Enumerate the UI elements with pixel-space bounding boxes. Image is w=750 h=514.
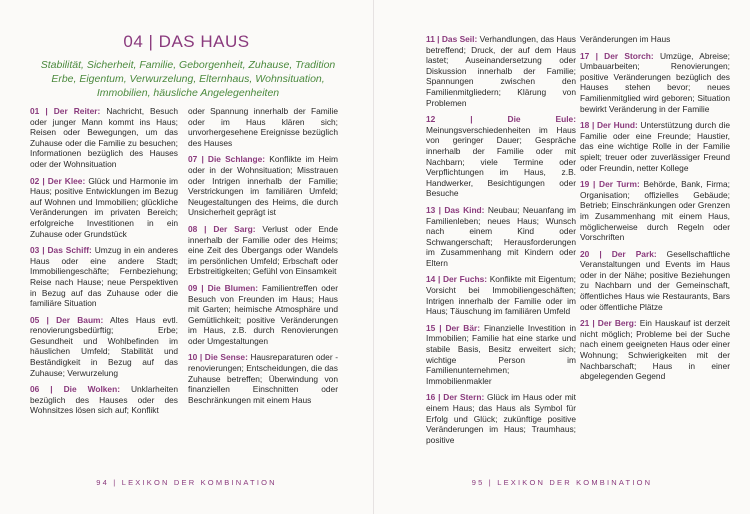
entry: 20 | Der Park: Gesellschaftliche Veranstaltungen und Events im Haus oder in der Nähe; positive Beziehungen zu Nachbarn und der Gemeinschaft, öffentliches Haus wie Restaurants, Bars oder öffentliche Plätze xyxy=(580,248,730,312)
entry: 01 | Der Reiter: Nachricht, Besuch oder junger Mann kommt ins Haus; Reisen oder Bewegungen, um das Zuhause oder die Familie zu besuchen; Informationen bezüglich des Hauses oder der Wohnsituation xyxy=(30,106,178,169)
entry: 16 | Der Stern: Glück im Haus oder mit einem Haus; das Haus als Symbol für Erfolg und Glück; zukünftige positive Veränderungen im Haus; Traumhaus; positive xyxy=(426,392,576,445)
right-page xyxy=(374,0,750,514)
entry: 10 | Die Sense: Hausreparaturen oder -renovierungen; Entscheidungen, die das Zuhause betreffen; Überwindung von finanziellen Einschnitten oder Beschränkungen mit einem Haus xyxy=(188,352,338,405)
entry: 11 | Das Seil: Verhandlungen, das Haus betreffend; Druck, der auf dem Haus lastet; Auseinandersetzung oder Diskussion innerhalb der Familie; Spannungen zwischen den Familienmitgliedern; Klärung von Problemen xyxy=(426,34,576,108)
right-column-2 xyxy=(580,34,730,388)
entry: 21 | Der Berg: Ein Hauskauf ist derzeit nicht möglich; Probleme bei der Suche nach einem geeigneten Haus oder einer Wohnung; Schwierigkeiten mit der Nachbarschaft; Haus in einer abgelegenden Gegend xyxy=(580,318,730,382)
entry: 05 | Der Baum: Altes Haus evtl. renovierungsbedürftig; Erbe; Gesundheit und Wohlbefinden im häuslichen Umfeld; Stabilität und Beständigkeit in Bezug auf das Zuhause; Verwurzelung xyxy=(30,314,178,378)
entry-continued: oder Spannung innerhalb der Familie oder im Haus klären sich; unvorhergesehene Ereignisse bezüglich des Hauses xyxy=(188,106,338,148)
entry: 13 | Das Kind: Neubau; Neuanfang im Familienleben; neues Haus; Wunsch nach einem Kind oder Schwangerschaft; Herausforderungen im Zusammenhang mit Kindern oder Eltern xyxy=(426,204,576,268)
entry: 19 | Der Turm: Behörde, Bank, Firma; Organisation; offizielles Gebäude; Betrieb; Einschränkungen oder Grenzen im Zusammenhang mit einem Haus, möglicherweise durch Regeln oder Vorschriften xyxy=(580,179,730,243)
left-page xyxy=(0,0,374,514)
entry: 06 | Die Wolken: Unklarheiten bezüglich des Hauses oder des Wohnsitzes lösen sich auf; Konflikt xyxy=(30,384,178,416)
right-column-1 xyxy=(426,34,576,451)
entry: 08 | Der Sarg: Verlust oder Ende innerhalb der Familie oder des Heims; eine Zeit des Übergangs oder Wandels im persönlichen Umfeld; Erbschaft oder Erbstreitigkeiten; Gefühl von Einsamkeit xyxy=(188,223,339,277)
entry: 12 | Die Eule: Meinungsverschiedenheiten im Haus von geringer Dauer; Gespräche innerhalb der Familie oder mit Nachbarn; viele Termine oder Verpflichtungen im Haus, z.B. Handwerker, Besichtigungen oder Besuche xyxy=(426,114,576,199)
left-column-2 xyxy=(188,106,338,411)
entry: 02 | Der Klee: Glück und Harmonie im Haus; positive Entwicklungen im Bezug auf Wohnen und Immobilien; glückliche Veränderungen im privaten Bereich; erfolgreiche Investitionen in ein Zuhause oder Grundstück xyxy=(30,175,178,239)
entry: 14 | Der Fuchs: Konflikte mit Eigentum; Vorsicht bei Immobiliengeschäften; Intrigen innerhalb der Familie oder im Haus; Täuschung im familiären Umfeld xyxy=(426,274,576,317)
entry-continued: Veränderungen im Haus xyxy=(580,34,671,44)
page-footer-right: 95 | LEXIKON DER KOMBINATION xyxy=(471,478,653,487)
page-footer-left: 94 | LEXIKON DER KOMBINATION xyxy=(96,478,277,487)
keywords: Stabilität, Sicherheit, Familie, Geborgenheit, Zuhause, Tradition Erbe, Eigentum, Verwurzelung, Elternhaus, Wohnsituation, Immobilien, häusliche Angelegenheiten xyxy=(40,59,336,99)
entry: 03 | Das Schiff: Umzug in ein anderes Haus oder eine andere Stadt; Immobiliengeschäfte; Fernbeziehung; Reise nach Hause; neue Perspektiven in Bezug auf das Zuhause oder die familiäre Situation xyxy=(30,245,179,309)
entry: 09 | Die Blumen: Familientreffen oder Besuch von Freunden im Haus; Haus mit Garten; heimische Atmosphäre und Gemütlichkeit; positive Veränderungen im Haus, z.B. durch Renovierungen oder Umgestaltungen xyxy=(188,282,338,346)
entry: 18 | Der Hund: Unterstützung durch die Familie oder eine Freunde; Haustier, das eine wichtige Rolle in der Familie spielt; treuer oder zuverlässiger Freund oder Freundin, netter Kollege xyxy=(580,120,730,173)
page-title: 04 | DAS HAUS xyxy=(123,32,250,51)
left-column-1 xyxy=(30,106,178,422)
entry: 07 | Die Schlange: Konflikte im Heim oder in der Wohnsituation; Misstrauen oder Intrigen innerhalb der Familie; Verstrickungen im familiären Umfeld; Neugestaltungen des Heims, die durch Unsicherheit geprägt ist xyxy=(188,154,338,218)
entry: 15 | Der Bär: Finanzielle Investition in Immobilien; Familie hat eine starke und stabile Basis, Besitz erweitert sich; wichtige Person im Familienunternehmen; Immobilienmakler xyxy=(426,322,576,386)
entry: 17 | Der Storch: Umzüge, Abreise; Umbauarbeiten; Renovierungen; positive Veränderungen bezüglich des Hauses stehen bevor; neues Familienmitglied wird geboren; Situation bewirkt Veränderung in der Familie xyxy=(580,50,730,114)
